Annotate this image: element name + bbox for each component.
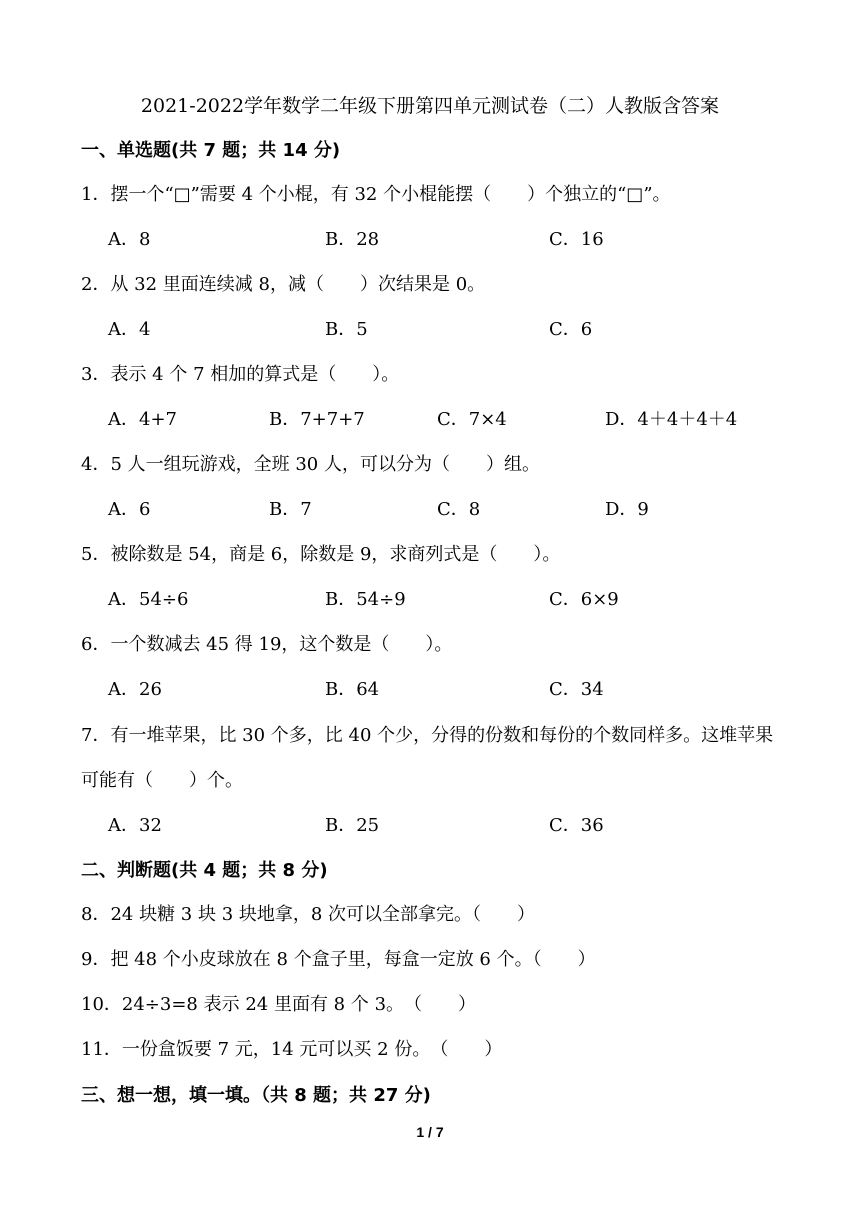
question-6: 6．一个数减去 45 得 19，这个数是（ ）。 bbox=[81, 634, 453, 655]
question-2: 2．从 32 里面连续减 8，减（ ）次结果是 0。 bbox=[81, 274, 486, 295]
option-c: C．8 bbox=[437, 499, 481, 520]
question-8: 8．24 块糖 3 块 3 块地拿，8 次可以全部拿完。（ ） bbox=[81, 904, 536, 925]
question-10: 10．24÷3=8 表示 24 里面有 8 个 3。 （ ） bbox=[81, 994, 477, 1015]
option-c: C．6 bbox=[549, 319, 593, 340]
document-title: 2021-2022学年数学二年级下册第四单元测试卷（二）人教版含答案 bbox=[140, 95, 720, 117]
section-heading-single-choice: 一、单选题(共 7 题；共 14 分) bbox=[81, 140, 341, 161]
question-4: 4．5 人一组玩游戏，全班 30 人，可以分为（ ）组。 bbox=[81, 454, 540, 475]
option-b: B．7 bbox=[269, 499, 312, 520]
question-1: 1．摆一个“□”需要 4 个小棍，有 32 个小棍能摆（ ）个独立的“□”。 bbox=[81, 184, 671, 205]
question-9: 9．把 48 个小皮球放在 8 个盒子里，每盒一定放 6 个。（ ） bbox=[81, 949, 596, 970]
option-d: D．9 bbox=[605, 499, 649, 520]
option-a: A．6 bbox=[108, 499, 151, 520]
option-b: B．54÷9 bbox=[325, 589, 406, 610]
option-a: A．54÷6 bbox=[108, 589, 189, 610]
option-b: B．28 bbox=[325, 229, 380, 250]
option-a: A．4 bbox=[108, 319, 151, 340]
question-11: 11．一份盒饭要 7 元，14 元可以买 2 份。 （ ） bbox=[81, 1039, 503, 1060]
question-5: 5．被除数是 54，商是 6，除数是 9，求商列式是（ ）。 bbox=[81, 544, 561, 565]
option-a: A．32 bbox=[108, 815, 162, 836]
option-b: B．25 bbox=[325, 815, 380, 836]
question-3: 3．表示 4 个 7 相加的算式是（ ）。 bbox=[81, 364, 400, 385]
option-a: A．4+7 bbox=[108, 409, 177, 430]
section-heading-fill-in: 三、想一想，填一填。（共 8 题；共 27 分) bbox=[81, 1085, 431, 1106]
option-c: C．6×9 bbox=[549, 589, 619, 610]
option-c: C．36 bbox=[549, 815, 604, 836]
option-a: A．26 bbox=[108, 679, 162, 700]
option-c: C．34 bbox=[549, 679, 604, 700]
option-d: D．4＋4＋4＋4 bbox=[605, 409, 738, 430]
option-a: A．8 bbox=[108, 229, 151, 250]
option-c: C．7×4 bbox=[437, 409, 507, 430]
option-b: B．7+7+7 bbox=[269, 409, 365, 430]
section-heading-true-false: 二、判断题(共 4 题；共 8 分) bbox=[81, 860, 328, 881]
option-c: C．16 bbox=[549, 229, 604, 250]
question-7: 7．有一堆苹果，比 30 个多，比 40 个少，分得的份数和每份的个数同样多。这堆苹果可能有（ ）个。 bbox=[81, 725, 774, 791]
page-number: 1 / 7 bbox=[416, 1124, 444, 1140]
option-b: B．5 bbox=[325, 319, 368, 340]
option-b: B．64 bbox=[325, 679, 380, 700]
